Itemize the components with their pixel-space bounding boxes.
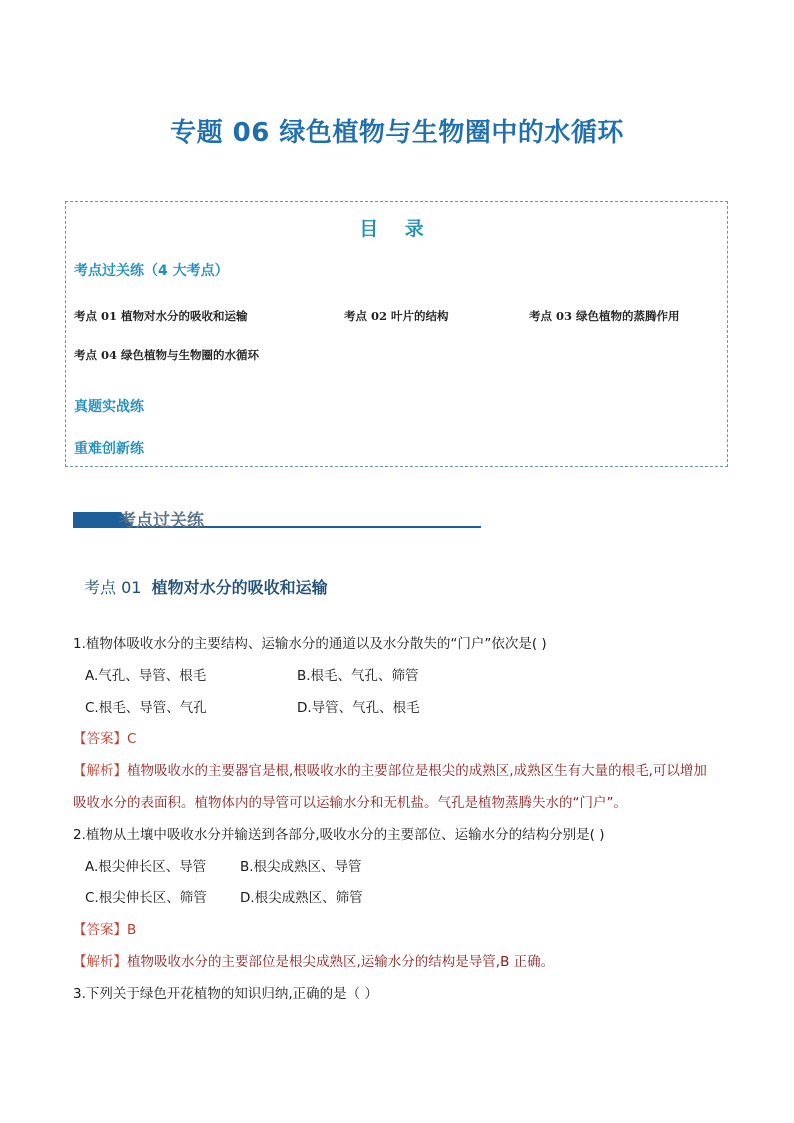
- analysis-text: 植物吸收水分的主要部位是根尖成熟区,运输水分的结构是导管,B 正确。: [127, 954, 555, 970]
- answer-label: 【答案】: [73, 922, 127, 938]
- question-1-option-d: D.导管、气孔、根毛: [297, 700, 420, 716]
- table-of-contents: [65, 201, 728, 467]
- banner-bar-decoration: [73, 512, 121, 526]
- question-2-option-c: C.根尖伸长区、筛管: [85, 890, 207, 906]
- kp-number: 考点 01: [84, 578, 142, 597]
- kp-heading: [84, 575, 328, 598]
- toc-item-kp02[interactable]: 考点 02 叶片的结构: [344, 309, 449, 323]
- question-1-option-c: C.根毛、导管、气孔: [85, 700, 207, 716]
- question-1-analysis-cont: 吸收水分的表面积。植物体内的导管可以运输水分和无机盐。气孔是植物蒸腾失水的“门户”。: [73, 795, 627, 811]
- banner-title: 考点过关练: [119, 511, 204, 531]
- question-1-stem: 1.植物体吸收水分的主要结构、运输水分的通道以及水分散失的“门户”依次是( ): [73, 636, 547, 652]
- toc-item-kp03[interactable]: 考点 03 绿色植物的蒸腾作用: [529, 309, 680, 323]
- answer-label: 【答案】: [73, 731, 127, 747]
- question-2-analysis: [73, 950, 554, 970]
- answer-value: B: [127, 922, 137, 938]
- kp-title: 植物对水分的吸收和运输: [151, 578, 328, 597]
- toc-item-kp04[interactable]: 考点 04 绿色植物与生物圈的水循环: [74, 348, 260, 362]
- question-2-option-d: D.根尖成熟区、筛管: [240, 890, 363, 906]
- toc-section-innovation[interactable]: 重难创新练: [74, 441, 144, 457]
- question-1-answer: [73, 727, 136, 747]
- question-2-option-b: B.根尖成熟区、导管: [240, 859, 362, 875]
- question-2-answer: [73, 918, 136, 938]
- question-1-analysis: [73, 759, 707, 779]
- page-title: 专题 06 绿色植物与生物圈中的水循环: [170, 118, 624, 148]
- question-3-stem: 3.下列关于绿色开花植物的知识归纳,正确的是（ ）: [73, 986, 378, 1002]
- analysis-text: 植物吸收水的主要器官是根,根吸收水的主要部位是根尖的成熟区,成熟区生有大量的根毛,可以增加: [127, 763, 707, 779]
- toc-section-practice[interactable]: 考点过关练（4 大考点）: [74, 263, 229, 279]
- toc-item-kp01[interactable]: 考点 01 植物对水分的吸收和运输: [74, 309, 248, 323]
- answer-value: C: [127, 731, 137, 747]
- question-2-option-a: A.根尖伸长区、导管: [85, 859, 207, 875]
- question-1-option-a: A.气孔、导管、根毛: [85, 668, 207, 684]
- toc-heading: 目 录: [359, 218, 434, 240]
- section-banner: [73, 506, 481, 530]
- analysis-label: 【解析】: [73, 763, 127, 779]
- question-2-stem: 2.植物从土壤中吸收水分并输送到各部分,吸收水分的主要部位、运输水分的结构分别是( ): [73, 827, 605, 843]
- analysis-label: 【解析】: [73, 954, 127, 970]
- toc-section-real-exam[interactable]: 真题实战练: [74, 399, 144, 415]
- question-1-option-b: B.根毛、气孔、筛管: [297, 668, 419, 684]
